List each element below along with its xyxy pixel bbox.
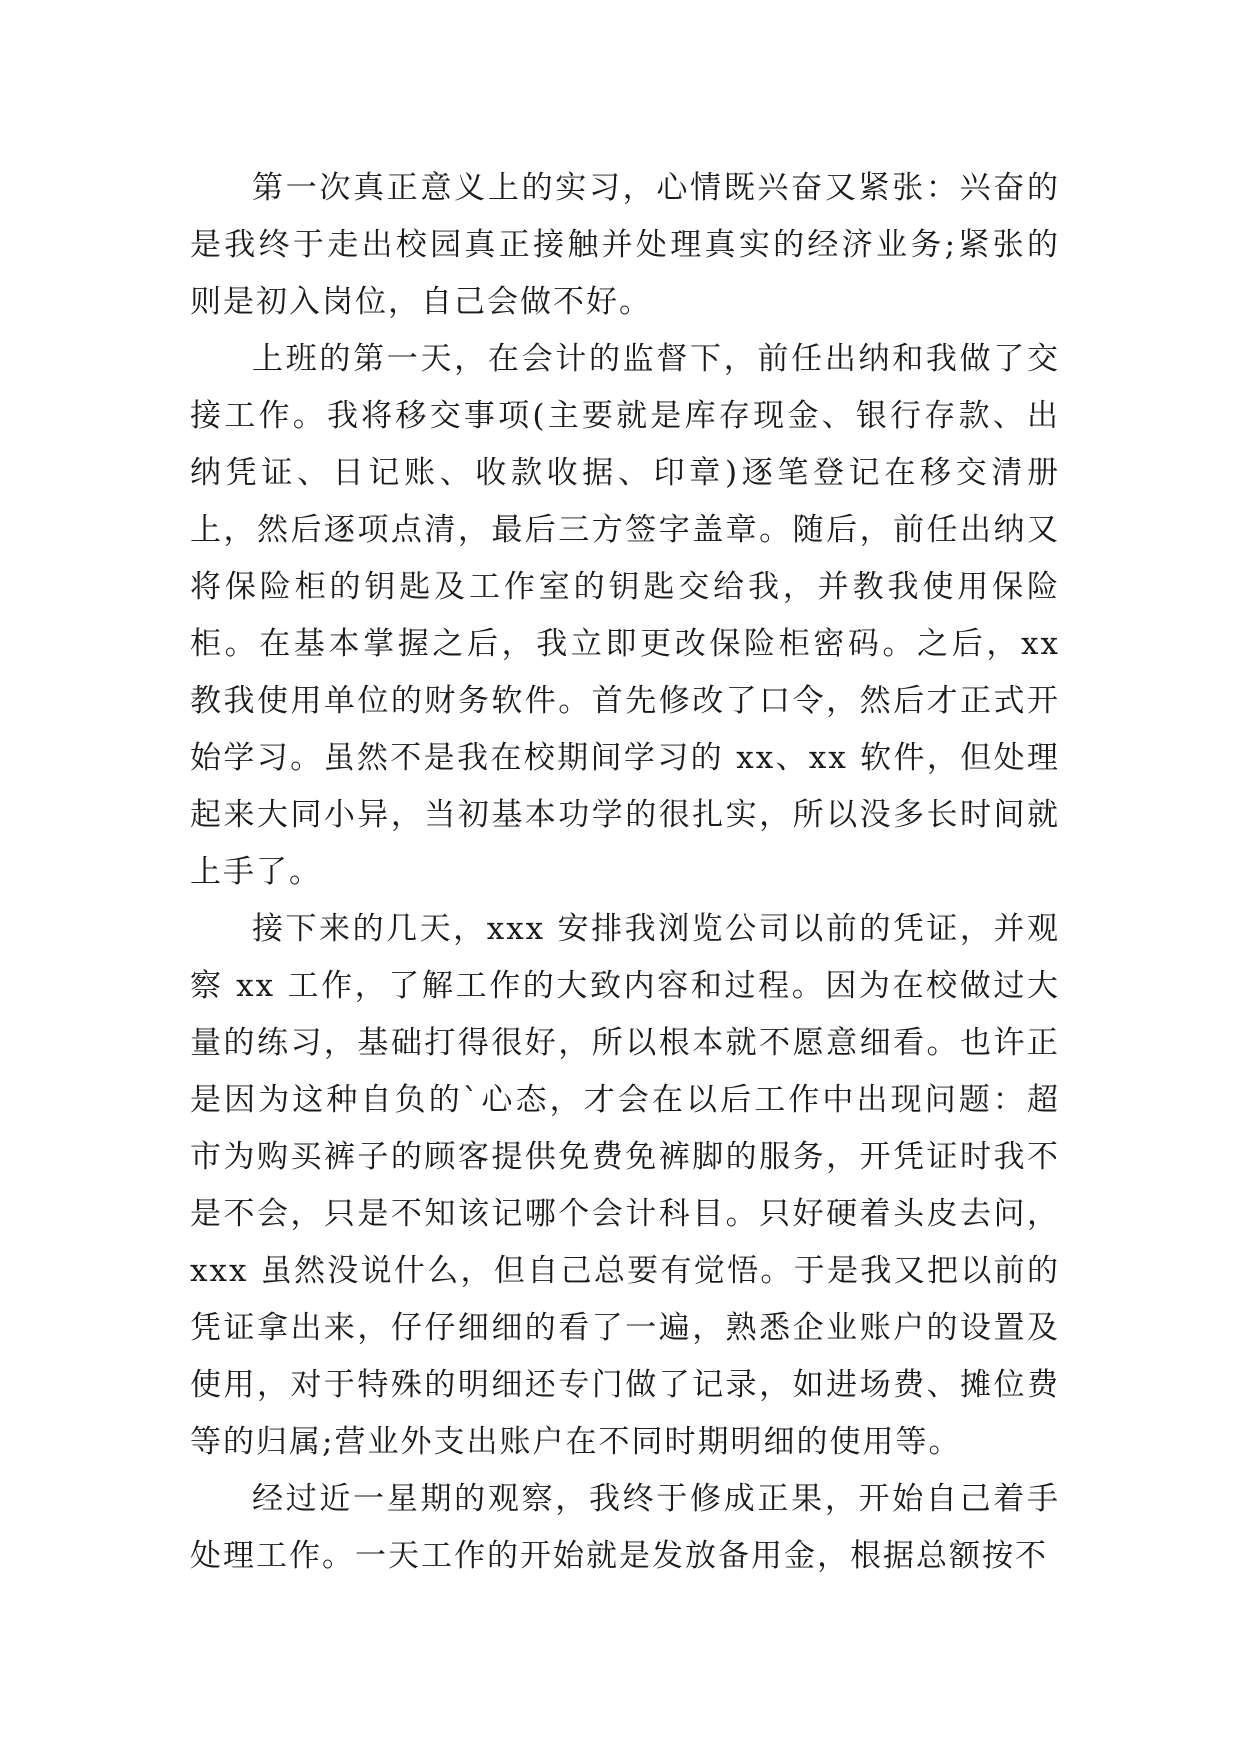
paragraph-4: 经过近一星期的观察，我终于修成正果，开始自己着手处理工作。一天工作的开始就是发放备用金，根据总额按不 [190,1481,1060,1574]
paragraph-1: 第一次真正意义上的实习，心情既兴奋又紧张：兴奋的是我终于走出校园真正接触并处理真实的经济业务;紧张的则是初入岗位，自己会做不好。 [190,170,1060,320]
document-body [190,160,1060,1585]
paragraph-2: 上班的第一天，在会计的监督下，前任出纳和我做了交接工作。我将移交事项(主要就是库存现金、银行存款、出纳凭证、日记账、收款收据、印章)逐笔登记在移交清册上，然后逐项点清，最后三方签字盖章。随后，前任出纳又将保险柜的钥匙及工作室的钥匙交给我，并教我使用保险柜。在基本掌握之后，我立即更改保险柜密码。之后，xx 教我使用单位的财务软件。首先修改了口令，然后才正式开始学习。虽然不是我在校期间学习的 xx、xx 软件，但处理起来大同小异，当初基本功学的很扎实，所以没多长时间就上手了。 [190,341,1060,890]
paragraph-3: 接下来的几天，xxx 安排我浏览公司以前的凭证，并观察 xx 工作，了解工作的大致内容和过程。因为在校做过大量的练习，基础打得很好，所以根本就不愿意细看。也许正是因为这种自负的`心态，才会在以后工作中出现问题：超市为购买裤子的顾客提供免费免裤脚的服务，开凭证时我不是不会，只是不知该记哪个会计科目。只好硬着头皮去问，xxx 虽然没说什么，但自己总要有觉悟。于是我又把以前的凭证拿出来，仔仔细细的看了一遍，熟悉企业账户的设置及使用，对于特殊的明细还专门做了记录，如进场费、摊位费等的归属;营业外支出账户在不同时期明细的使用等。 [190,911,1060,1460]
